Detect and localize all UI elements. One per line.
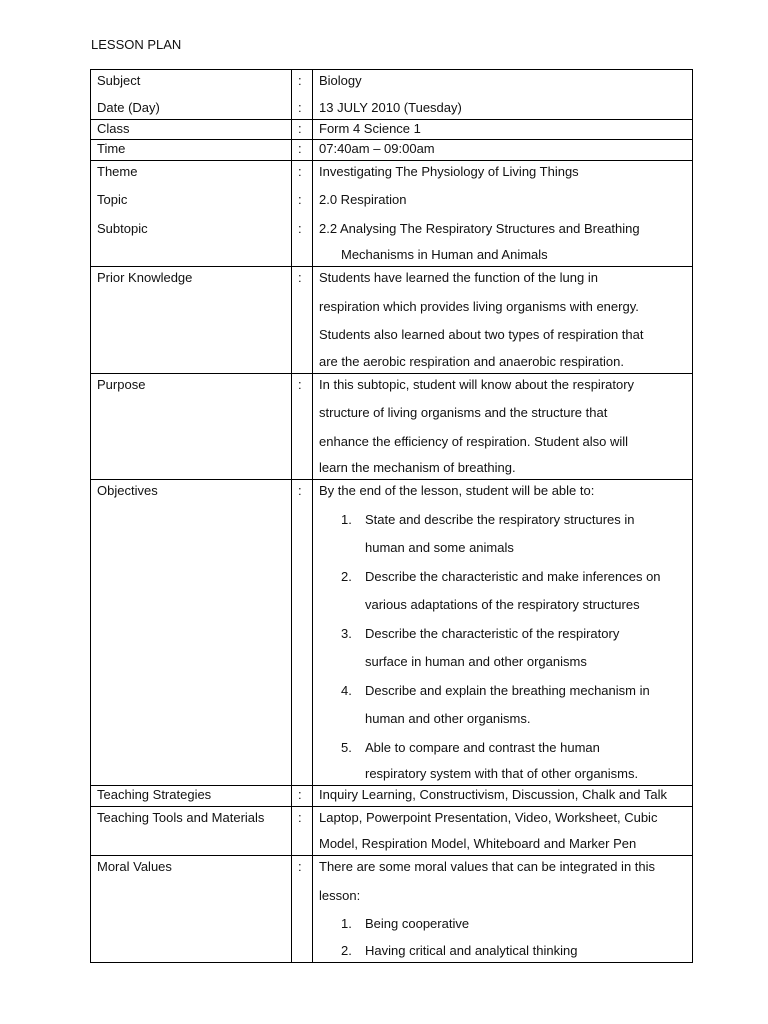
purpose-line: enhance the efficiency of respiration. Student also will <box>319 433 629 449</box>
lesson-plan-table <box>90 69 693 963</box>
document-title: LESSON PLAN <box>91 37 182 52</box>
row-purpose <box>91 373 693 480</box>
objective-item: 5. Able to compare and contrast the human <box>341 739 600 755</box>
colon: : <box>298 120 302 136</box>
row-objectives <box>91 480 693 786</box>
moral-values-line: There are some moral values that can be integrated in this <box>319 859 656 874</box>
objective-item: 3. Describe the characteristic of the respiratory <box>341 625 620 641</box>
row-prior-knowledge <box>91 267 693 374</box>
row-teaching-tools <box>91 806 693 856</box>
colon: : <box>298 73 302 88</box>
objective-item: 4. Describe and explain the breathing mechanism in <box>341 682 650 698</box>
colon: : <box>298 787 302 802</box>
colon: : <box>298 809 302 825</box>
theme-label: Theme <box>97 163 138 179</box>
subtopic-value-line1: 2.2 Analysing The Respiratory Structures and Breathing <box>319 220 640 236</box>
row-time <box>91 140 693 161</box>
colon: : <box>298 859 302 874</box>
purpose-line: structure of living organisms and the structure that <box>319 405 608 420</box>
value-cell <box>313 70 693 120</box>
colon: : <box>298 99 302 115</box>
colon: : <box>298 192 302 207</box>
moral-value-item: 2. Having critical and analytical thinking <box>341 942 578 958</box>
time-label: Time <box>97 141 126 156</box>
prior-knowledge-line: Students also learned about two types of respiration that <box>319 327 644 342</box>
row-class <box>91 119 693 140</box>
colon: : <box>298 220 302 236</box>
subtopic-label: Subtopic <box>97 220 148 236</box>
objectives-label: Objectives <box>97 483 158 498</box>
colon: : <box>298 483 302 498</box>
moral-values-label: Moral Values <box>97 859 172 874</box>
class-value: Form 4 Science 1 <box>319 120 421 136</box>
prior-knowledge-line: Students have learned the function of the lung in <box>319 270 598 285</box>
prior-knowledge-line: respiration which provides living organisms with energy. <box>319 298 639 314</box>
date-label: Date (Day) <box>97 99 160 115</box>
colon: : <box>298 376 302 392</box>
objective-item-cont: human and some animals <box>365 540 514 555</box>
topic-label: Topic <box>97 192 128 207</box>
class-label: Class <box>97 120 130 136</box>
objective-item: 1. State and describe the respiratory structures in <box>341 511 635 527</box>
prior-knowledge-line: are the aerobic respiration and anaerobic respiration. <box>319 353 624 369</box>
colon: : <box>298 141 302 156</box>
teaching-strategies-value: Inquiry Learning, Constructivism, Discussion, Chalk and Talk <box>319 787 668 802</box>
moral-value-item: 1. Being cooperative <box>341 916 470 931</box>
objective-item-cont: various adaptations of the respiratory structures <box>365 597 640 612</box>
objective-item-cont: respiratory system with that of other organisms. <box>365 766 639 781</box>
subject-value: Biology <box>319 73 362 88</box>
objectives-intro: By the end of the lesson, student will be able to: <box>319 483 595 498</box>
time-value: 07:40am – 09:00am <box>319 141 435 156</box>
row-subject-date <box>91 70 693 120</box>
topic-value: 2.0 Respiration <box>319 192 407 207</box>
colon: : <box>298 270 302 285</box>
theme-value: Investigating The Physiology of Living Things <box>319 163 579 179</box>
subject-label: Subject <box>97 73 141 88</box>
moral-values-line: lesson: <box>319 887 361 903</box>
teaching-tools-label: Teaching Tools and Materials <box>97 809 265 825</box>
colon-cell <box>292 70 313 120</box>
label-cell <box>91 70 292 120</box>
objective-item: 2. Describe the characteristic and make inferences on <box>341 568 661 584</box>
purpose-label: Purpose <box>97 376 146 392</box>
colon: : <box>298 163 302 179</box>
teaching-strategies-label: Teaching Strategies <box>97 787 212 802</box>
objective-item-cont: human and other organisms. <box>365 711 531 726</box>
purpose-line: In this subtopic, student will know about the respiratory <box>319 376 635 392</box>
row-teaching-strategies <box>91 786 693 807</box>
date-value: 13 JULY 2010 (Tuesday) <box>319 99 462 115</box>
subtopic-value-line2: Mechanisms in Human and Animals <box>341 247 548 262</box>
row-theme-topic-subtopic <box>91 160 693 267</box>
row-moral-values <box>91 856 693 963</box>
prior-knowledge-label: Prior Knowledge <box>97 270 193 285</box>
teaching-tools-line: Model, Respiration Model, Whiteboard and Marker Pen <box>319 836 637 851</box>
purpose-line: learn the mechanism of breathing. <box>319 460 516 475</box>
objective-item-cont: surface in human and other organisms <box>365 654 587 669</box>
teaching-tools-line: Laptop, Powerpoint Presentation, Video, Worksheet, Cubic <box>319 809 658 825</box>
